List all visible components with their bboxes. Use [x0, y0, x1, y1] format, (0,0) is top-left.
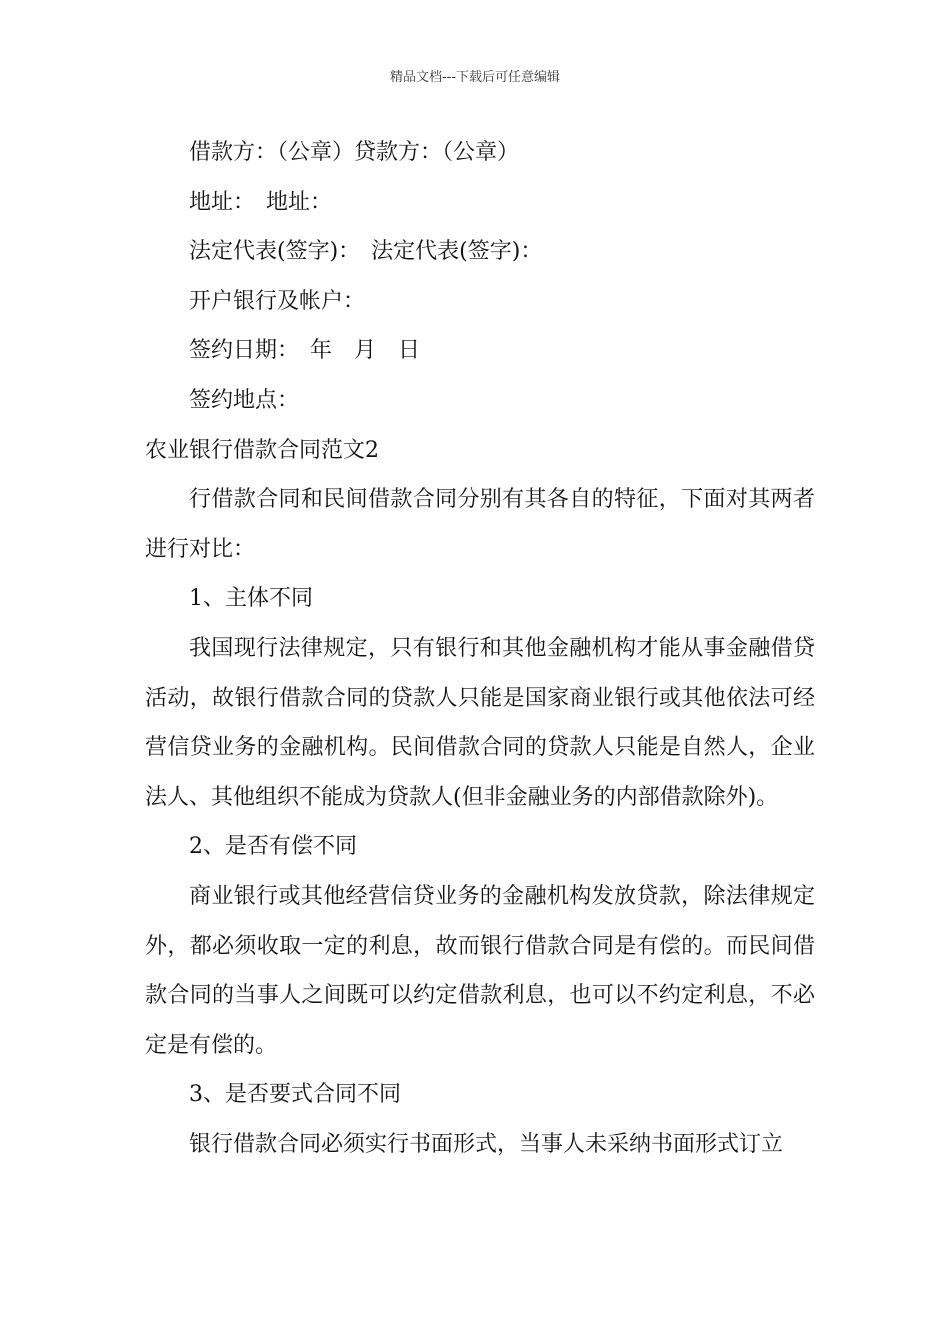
section-title: 农业银行借款合同范文2 [145, 437, 379, 463]
item-body: 银行借款合同必须实行书面形式，当事人未采纳书面形式订立 [189, 1131, 784, 1157]
item-heading: 1、主体不同 [189, 586, 313, 612]
signature-date: 签约日期： 年 月 日 [189, 338, 421, 364]
page-header: 精品文档---下载后可任意编辑 [389, 70, 561, 85]
section-intro: 行借款合同和民间借款合同分别有其各自的特征，下面对其两者进行对比： [145, 487, 815, 562]
signature-address: 地址： 地址： [189, 189, 333, 215]
signature-legal-rep: 法定代表(签字)： 法定代表(签字)： [189, 239, 543, 265]
item-heading: 2、是否有偿不同 [189, 834, 357, 860]
signature-parties: 借款方：（公章）贷款方：（公章） [189, 140, 520, 165]
item-body: 商业银行或其他经营信贷业务的金融机构发放贷款，除法律规定外，都必须收取一定的利息，故而银行借款合同是有偿的。而民间借款合同的当事人之间既可以约定借款利息，也可以不约定利息，不必定是有偿的。 [145, 883, 815, 1058]
item-heading: 3、是否要式合同不同 [189, 1082, 401, 1108]
signature-bank-account: 开户银行及帐户： [189, 288, 366, 314]
signature-place: 签约地点： [189, 387, 300, 413]
document-body [145, 128, 815, 1169]
item-body: 我国现行法律规定，只有银行和其他金融机构才能从事金融借贷活动，故银行借款合同的贷款人只能是国家商业银行或其他依法可经营信贷业务的金融机构。民间借款合同的贷款人只能是自然人，企业法人、其他组织不能成为贷款人(但非金融业务的内部借款除外)。 [145, 635, 815, 810]
